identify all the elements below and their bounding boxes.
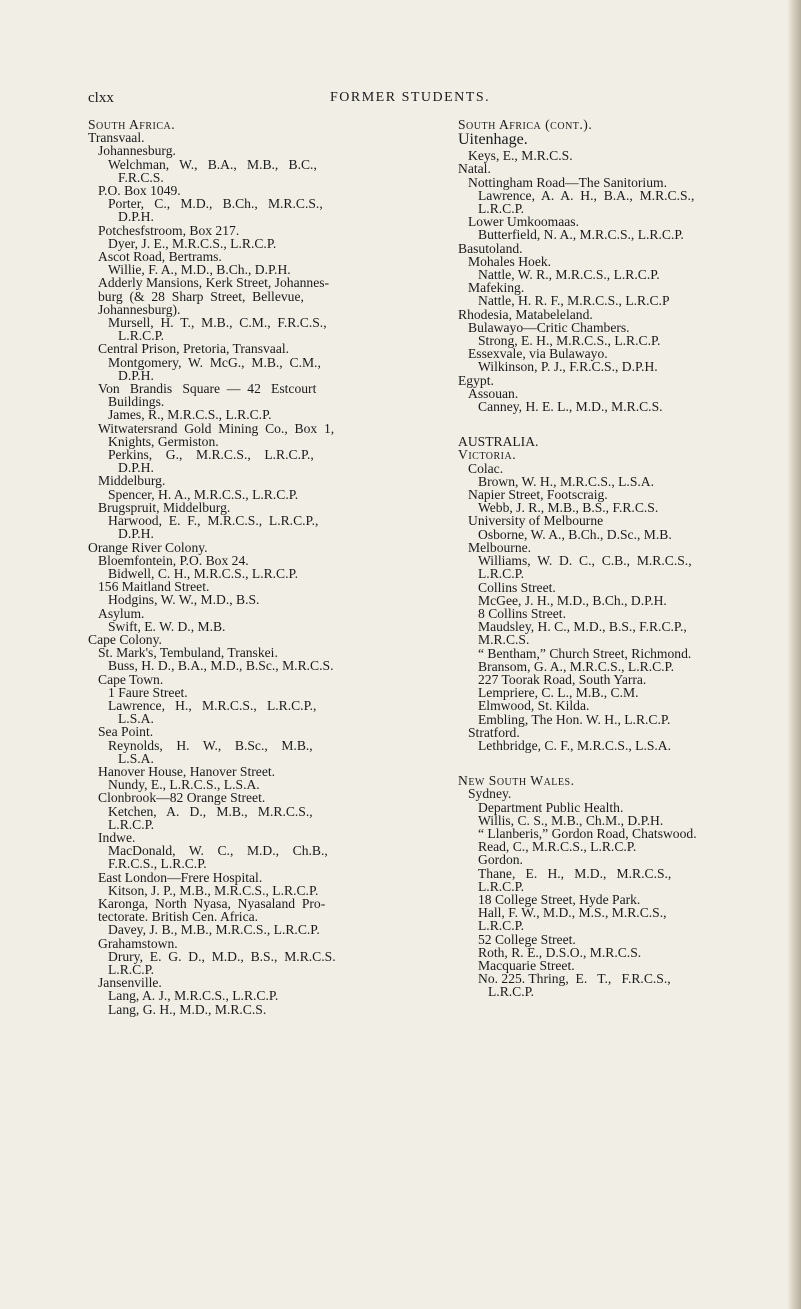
entry-line: Collins Street.: [478, 579, 556, 595]
location-line: Adderly Mansions, Kerk Street, Johannes-: [98, 275, 330, 291]
location-line: Potchesfstroom, Box 217.: [98, 222, 240, 238]
location-line: Johannesburg.: [98, 143, 176, 159]
location-line: Stratford.: [468, 724, 520, 740]
location-line: Asylum.: [98, 605, 145, 621]
entry-line: M.R.C.S.: [478, 632, 530, 648]
entry-line: Hodgins, W. W., M.D., B.S.: [108, 592, 260, 608]
region-heading: Transvaal.: [88, 130, 145, 146]
location-line: Colac.: [468, 460, 504, 476]
region-heading: South Africa (cont.).: [458, 117, 593, 132]
entry-line: Lawrence, H., M.R.C.S., L.R.C.P.,: [108, 697, 317, 713]
entry-line: D.P.H.: [118, 367, 154, 383]
entry-line: Buildings.: [108, 394, 165, 410]
entry-line: Lang, A. J., M.R.C.S., L.R.C.P.: [108, 988, 279, 1004]
entry-line: Department Public Health.: [478, 799, 624, 815]
entry-line: D.P.H.: [118, 460, 154, 476]
entry-line: Willie, F. A., M.D., B.Ch., D.P.H.: [108, 262, 291, 278]
entry-line: D.P.H.: [118, 526, 154, 542]
entry-line: Lang, G. H., M.D., M.R.C.S.: [108, 1001, 267, 1017]
location-line: Mohales Hoek.: [468, 253, 552, 269]
entry-line: MacDonald, W. C., M.D., Ch.B.,: [108, 843, 328, 859]
page-header: [0, 90, 801, 110]
entry-line: No. 225. Thring, E. T., F.R.C.S.,: [478, 971, 671, 987]
location-line: burg (& 28 Sharp Street, Bellevue,: [98, 288, 304, 304]
entry-line: Reynolds, H. W., B.Sc., M.B.,: [108, 737, 313, 753]
entry-line: Mursell, H. T., M.B., C.M., F.R.C.S.,: [108, 315, 327, 331]
location-line: P.O. Box 1049.: [98, 183, 181, 199]
location-line: Middelburg.: [98, 473, 166, 489]
entry-line: Porter, C., M.D., B.Ch., M.R.C.S.,: [108, 196, 323, 212]
entry-line: Maudsley, H. C., M.D., B.S., F.R.C.P.,: [478, 619, 687, 635]
entry-line: L.R.C.P.: [108, 962, 155, 977]
entry-line: Gordon.: [478, 852, 523, 868]
entry-line: James, R., M.R.C.S., L.R.C.P.: [108, 407, 272, 423]
entry-line: Roth, R. E., D.S.O., M.R.C.S.: [478, 944, 642, 960]
right-column: [458, 118, 760, 999]
location-line: Jansenville.: [98, 975, 162, 991]
location-line: Sea Point.: [98, 724, 154, 740]
entry-line: F.R.C.S.: [118, 169, 164, 185]
region-heading: South Africa.: [88, 117, 176, 132]
page-number: clxx: [88, 90, 114, 106]
entry-line: Nundy, E., L.R.C.S., L.S.A.: [108, 777, 260, 793]
entry-line: Dyer, J. E., M.R.C.S., L.R.C.P.: [108, 235, 277, 251]
location-line: Bulawayo—Critic Chambers.: [468, 319, 630, 335]
location-line: Melbourne.: [468, 539, 532, 555]
region-heading: Basutoland.: [458, 240, 523, 256]
entry-line: L.S.A.: [118, 750, 154, 766]
location-line: Brugspruit, Middelburg.: [98, 499, 231, 515]
entry-line: Lempriere, C. L., M.B., C.M.: [478, 685, 639, 701]
entry-line: Lethbridge, C. F., M.R.C.S., L.S.A.: [478, 737, 672, 753]
entry-line: L.R.C.P.: [488, 984, 535, 1000]
entry-line: Harwood, E. F., M.R.C.S., L.R.C.P.,: [108, 513, 319, 529]
entry-line: Macquarie Street.: [478, 957, 575, 973]
entry-line: Ketchen, A. D., M.B., M.R.C.S.,: [108, 803, 313, 819]
left-column: [88, 118, 446, 1016]
region-heading: Orange River Colony.: [88, 539, 208, 555]
entry-line: L.R.C.P.: [118, 328, 165, 344]
entry-line: Webb, J. R., M.B., B.S., F.R.C.S.: [478, 500, 659, 516]
region-heading: Natal.: [458, 161, 491, 177]
location-line: Hanover House, Hanover Street.: [98, 763, 276, 779]
entry-line: Read, C., M.R.C.S., L.R.C.P.: [478, 839, 637, 855]
location-line: Indwe.: [98, 829, 136, 845]
location-line: Bloemfontein, P.O. Box 24.: [98, 552, 249, 568]
entry-line: Strong, E. H., M.R.C.S., L.R.C.P.: [478, 333, 661, 349]
entry-line: L.S.A.: [118, 711, 154, 727]
section-spacer: [458, 752, 760, 774]
location-line: Keys, E., M.R.C.S.: [468, 148, 573, 164]
entry-line: L.R.C.P.: [478, 566, 525, 582]
region-heading: AUSTRALIA.: [458, 434, 539, 450]
location-line: Ascot Road, Bertrams.: [98, 249, 222, 265]
entry-line: Kitson, J. P., M.B., M.R.C.S., L.R.C.P.: [108, 882, 319, 898]
entry-line: Nattle, W. R., M.R.C.S., L.R.C.P.: [478, 267, 660, 283]
location-line: Von Brandis Square — 42 Estcourt: [98, 381, 317, 397]
entry-line: Perkins, G., M.R.C.S., L.R.C.P.,: [108, 447, 314, 463]
entry-line: Knights, Germiston.: [108, 433, 219, 449]
entry-line: Bransom, G. A., M.R.C.S., L.R.C.P.: [478, 658, 675, 674]
entry-line: Davey, J. B., M.B., M.R.C.S., L.R.C.P.: [108, 922, 320, 938]
entry-line: “ Bentham,” Church Street, Richmond.: [478, 645, 692, 661]
entry-line: Welchman, W., B.A., M.B., B.C.,: [108, 156, 317, 172]
entry-line: Brown, W. H., M.R.C.S., L.S.A.: [478, 473, 654, 489]
entry-line: Willis, C. S., M.B., Ch.M., D.P.H.: [478, 812, 664, 828]
location-line: Sydney.: [468, 786, 512, 802]
location-line: Johannesburg).: [98, 301, 181, 317]
entry-line: 227 Toorak Road, South Yarra.: [478, 671, 647, 687]
section-spacer: [458, 413, 760, 435]
entry-line: Butterfield, N. A., M.R.C.S., L.R.C.P.: [478, 227, 684, 243]
location-line: Central Prison, Pretoria, Transvaal.: [98, 341, 290, 357]
location-line: Lower Umkoomaas.: [468, 214, 579, 230]
page-edge-shadow: [787, 0, 801, 1309]
entry-line: McGee, J. H., M.D., B.Ch., D.P.H.: [478, 592, 667, 608]
entry-line: Williams, W. D. C., C.B., M.R.C.S.,: [478, 553, 692, 569]
entry-line: 8 Collins Street.: [478, 605, 566, 621]
entry-line: Buss, H. D., B.A., M.D., B.Sc., M.R.C.S.: [108, 658, 334, 674]
location-line: Assouan.: [468, 385, 519, 401]
entry-line: Thane, E. H., M.D., M.R.C.S.,: [478, 865, 672, 881]
location-line: 156 Maitland Street.: [98, 579, 210, 595]
region-heading: Uitenhage.: [458, 131, 528, 149]
region-heading: Cape Colony.: [88, 631, 162, 647]
entry-line: Osborne, W. A., B.Ch., D.Sc., M.B.: [478, 526, 672, 542]
location-line: St. Mark's, Tembuland, Transkei.: [98, 645, 278, 661]
entry-line: Embling, The Hon. W. H., L.R.C.P.: [478, 711, 671, 727]
location-line: Karonga, North Nyasa, Nyasaland Pro-: [98, 895, 326, 911]
entry-line: Wilkinson, P. J., F.R.C.S., D.P.H.: [478, 359, 658, 375]
entry-line: Montgomery, W. McG., M.B., C.M.,: [108, 354, 321, 370]
entry-line: 52 College Street.: [478, 931, 576, 947]
entry-line: Canney, H. E. L., M.D., M.R.C.S.: [478, 399, 663, 415]
entry-line: Spencer, H. A., M.R.C.S., L.R.C.P.: [108, 486, 299, 502]
region-heading: Egypt.: [458, 372, 494, 388]
entry-line: “ Llanberis,” Gordon Road, Chatswood.: [478, 825, 697, 841]
location-line: Mafeking.: [468, 280, 525, 296]
location-line: Essexvale, via Bulawayo.: [468, 346, 608, 362]
entry-line: Bidwell, C. H., M.R.C.S., L.R.C.P.: [108, 565, 298, 581]
entry-line: D.P.H.: [118, 209, 154, 225]
location-line: East London—Frere Hospital.: [98, 869, 263, 885]
entry-line: Nattle, H. R. F., M.R.C.S., L.R.C.P: [478, 293, 670, 309]
entry-line: L.R.C.P.: [108, 816, 155, 832]
running-title: FORMER STUDENTS.: [330, 90, 491, 105]
location-line: tectorate. British Cen. Africa.: [98, 909, 259, 925]
entry-line: L.R.C.P.: [478, 201, 525, 217]
entry-line: F.R.C.S., L.R.C.P.: [108, 856, 207, 872]
region-heading: New South Wales.: [458, 773, 575, 789]
location-line: Clonbrook—82 Orange Street.: [98, 790, 266, 806]
location-line: Witwatersrand Gold Mining Co., Box 1,: [98, 420, 335, 436]
entry-line: Hall, F. W., M.D., M.S., M.R.C.S.,: [478, 905, 667, 921]
location-line: Grahamstown.: [98, 935, 178, 951]
entry-line: Lawrence, A. A. H., B.A., M.R.C.S.,: [478, 187, 695, 203]
entry-line: 18 College Street, Hyde Park.: [478, 891, 641, 907]
location-line: University of Melbourne: [468, 513, 604, 529]
entry-line: L.R.C.P.: [478, 918, 525, 934]
entry-line: Drury, E. G. D., M.D., B.S., M.R.C.S.: [108, 948, 336, 964]
entry-line: Swift, E. W. D., M.B.: [108, 618, 226, 634]
region-heading: Rhodesia, Matabeleland.: [458, 306, 593, 322]
region-heading: Victoria.: [458, 447, 517, 463]
location-line: Napier Street, Footscraig.: [468, 487, 608, 503]
entry-line: 1 Faure Street.: [108, 684, 188, 700]
entry-line: Elmwood, St. Kilda.: [478, 698, 590, 714]
location-line: Cape Town.: [98, 671, 164, 687]
entry-line: L.R.C.P.: [478, 878, 525, 894]
location-line: Nottingham Road—The Sanitorium.: [468, 174, 667, 190]
